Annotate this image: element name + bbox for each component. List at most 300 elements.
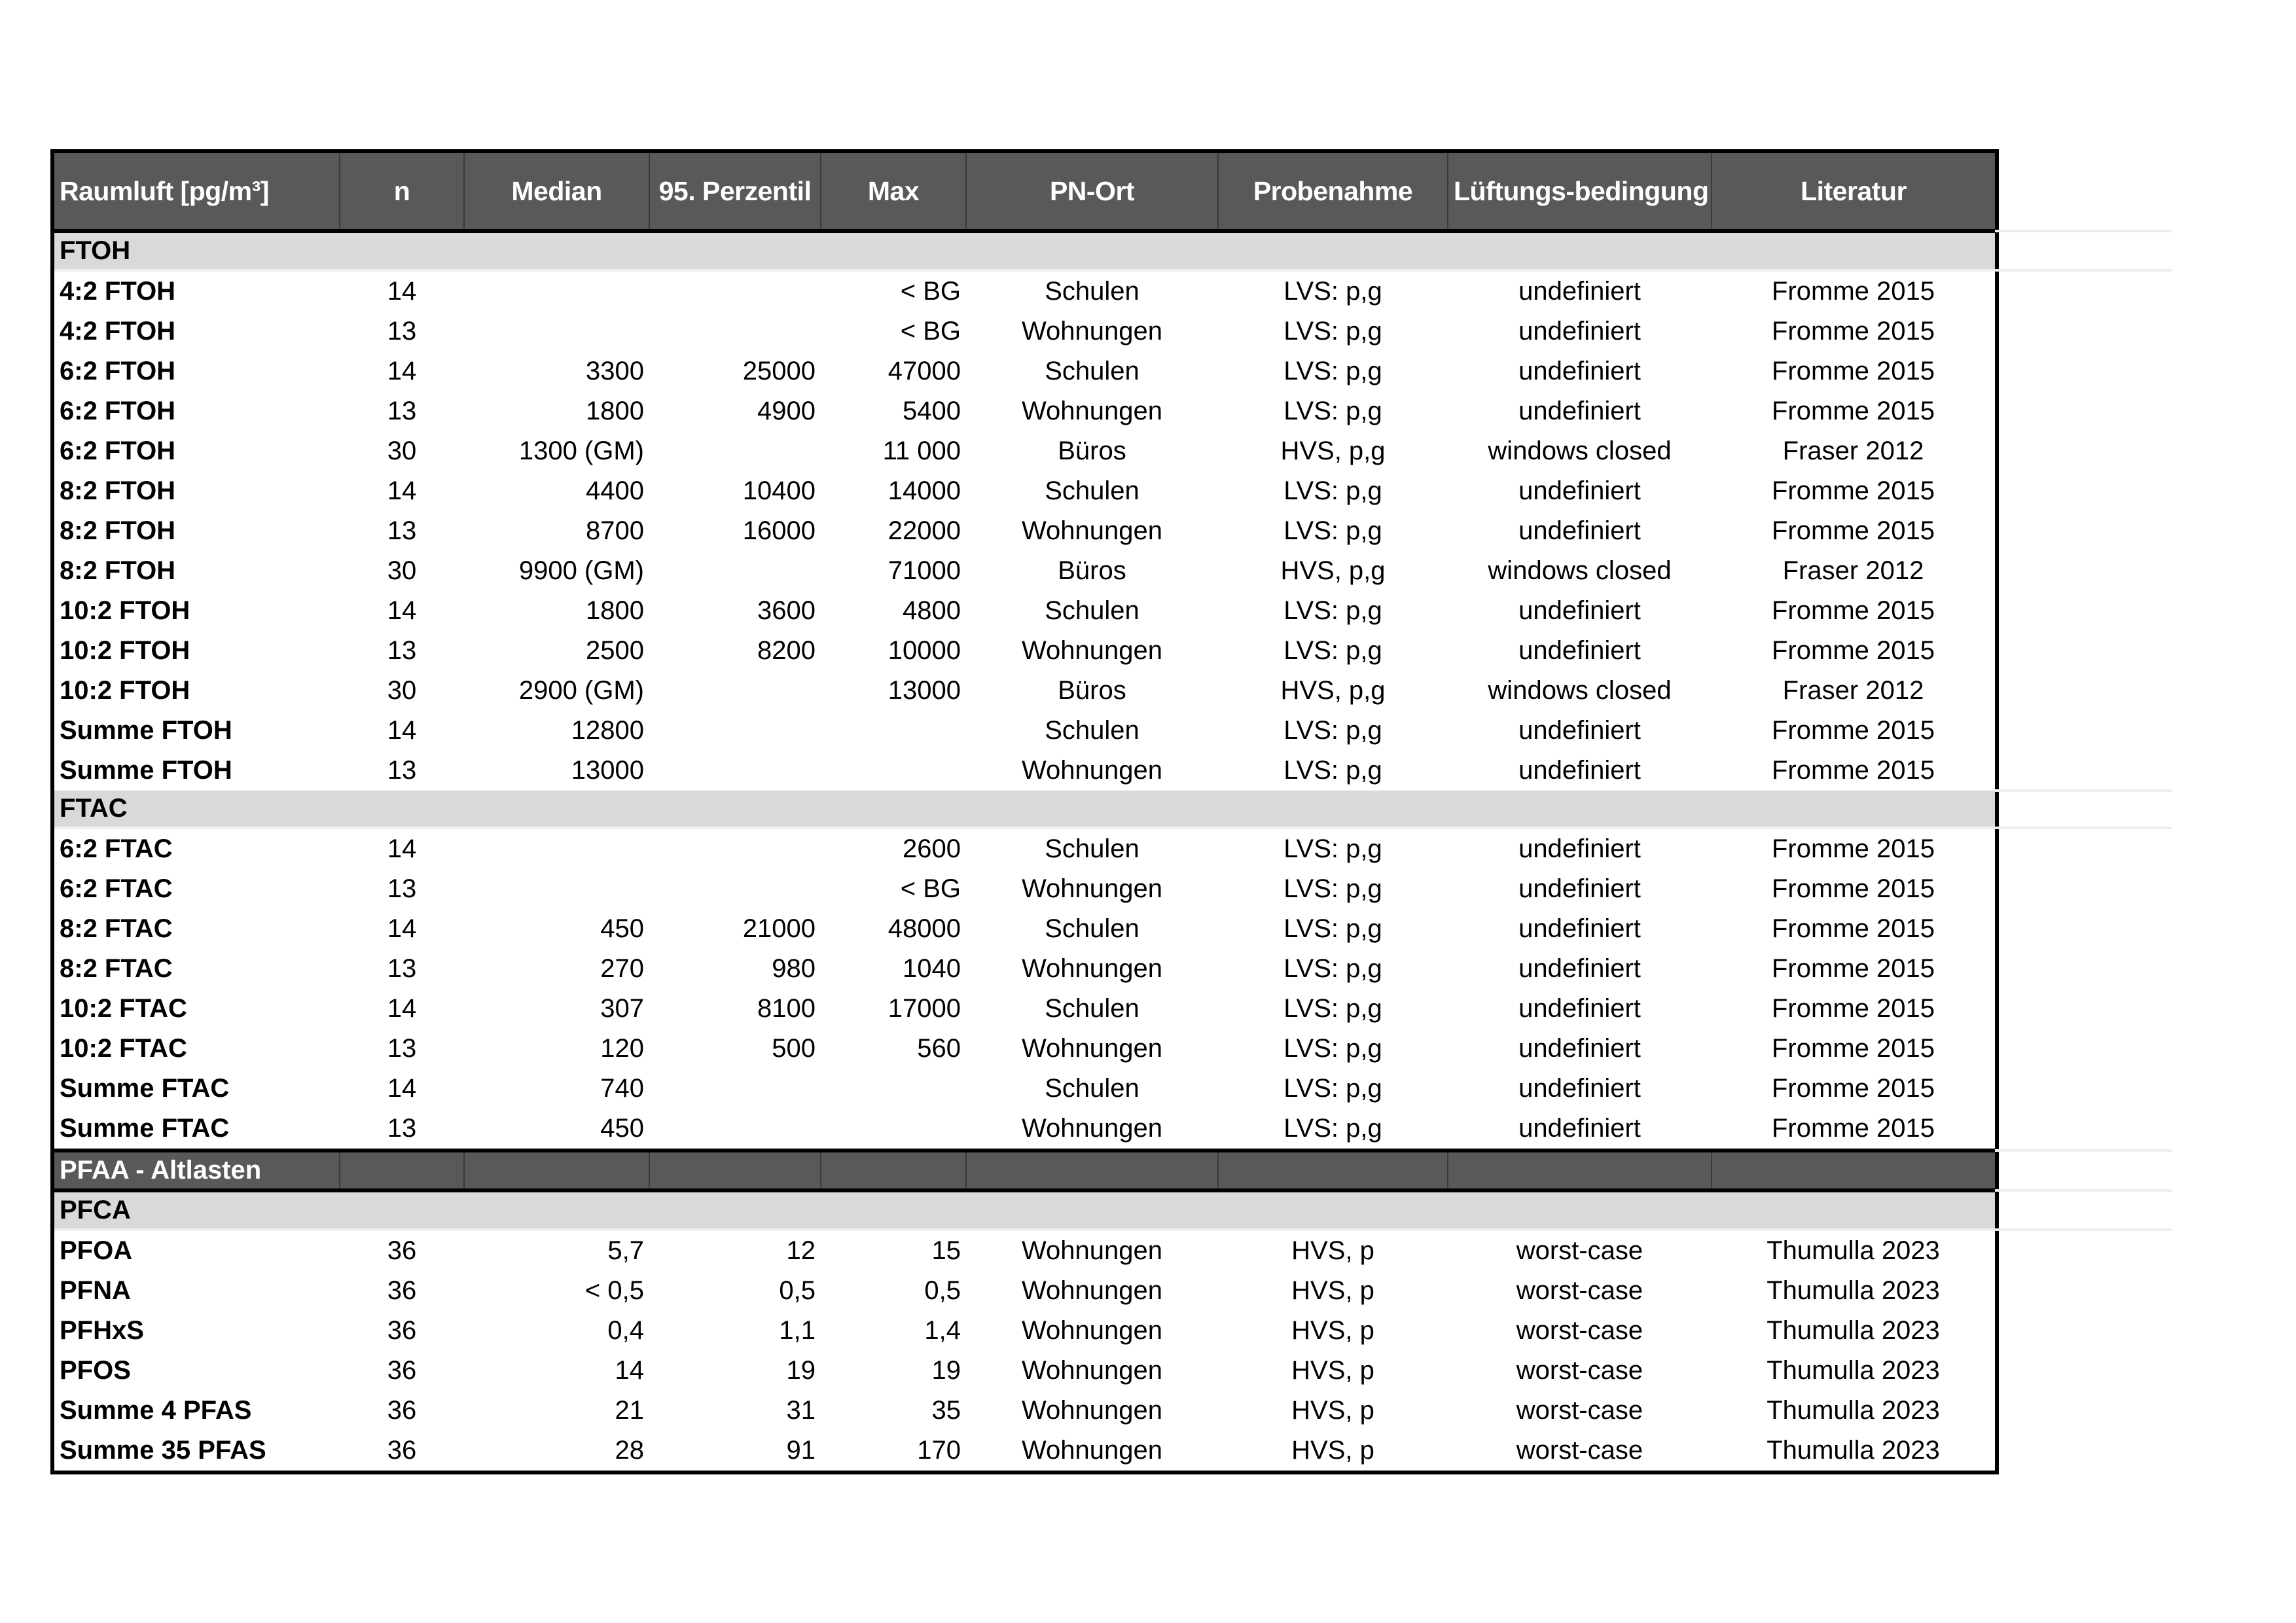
lueftung-cell: undefiniert xyxy=(1518,994,1641,1023)
substance-cell: Summe 35 PFAS xyxy=(60,1436,266,1465)
lueftung-cell: undefiniert xyxy=(1518,716,1641,745)
median-cell xyxy=(464,828,649,869)
literatur-cell: Fromme 2015 xyxy=(1772,397,1935,425)
literatur-cell: Fromme 2015 xyxy=(1772,596,1935,625)
max-cell: 47000 xyxy=(888,357,961,385)
literatur-cell: Thumulla 2023 xyxy=(1767,1356,1940,1385)
pn-ort-cell: Schulen xyxy=(1045,476,1139,505)
max-cell xyxy=(821,711,966,751)
pn-ort-cell: Wohnungen xyxy=(1022,317,1162,346)
pn-ort-cell: Wohnungen xyxy=(1022,874,1162,903)
p95-cell xyxy=(649,551,821,591)
n-cell: 36 xyxy=(387,1316,417,1345)
p95-cell xyxy=(649,671,821,711)
column-header-n: n xyxy=(340,151,464,231)
column-header-max: Max xyxy=(821,151,966,231)
lueftung-cell: undefiniert xyxy=(1518,954,1641,983)
literatur-cell: Thumulla 2023 xyxy=(1767,1276,1940,1305)
table-row xyxy=(52,1391,1997,1431)
p95-cell xyxy=(649,312,821,351)
literatur-cell: Thumulla 2023 xyxy=(1767,1316,1940,1345)
literatur-cell: Fromme 2015 xyxy=(1772,1114,1935,1143)
section-empty-cell xyxy=(464,1150,649,1190)
substance-cell: Summe FTAC xyxy=(60,1114,230,1143)
literatur-cell: Fromme 2015 xyxy=(1772,1074,1935,1103)
gridline-extension xyxy=(1995,827,2172,829)
probenahme-cell: HVS, p xyxy=(1291,1236,1374,1265)
median-cell: 1800 xyxy=(586,397,644,425)
p95-cell: 91 xyxy=(786,1436,816,1465)
lueftung-cell: windows closed xyxy=(1488,437,1672,465)
n-cell: 14 xyxy=(387,994,417,1023)
section-empty-cell xyxy=(340,1150,464,1190)
max-cell: 2600 xyxy=(903,834,961,863)
median-cell: 28 xyxy=(615,1436,644,1465)
max-cell xyxy=(821,1069,966,1109)
probenahme-cell: HVS, p,g xyxy=(1280,676,1386,705)
max-cell: 1040 xyxy=(903,954,961,983)
max-cell: 170 xyxy=(917,1436,961,1465)
median-cell xyxy=(464,869,649,909)
median-cell: 9900 (GM) xyxy=(518,556,644,585)
literatur-cell: Fromme 2015 xyxy=(1772,874,1935,903)
substance-cell: 10:2 FTOH xyxy=(60,676,190,705)
lueftung-cell: undefiniert xyxy=(1518,834,1641,863)
table-row xyxy=(52,711,1997,751)
lueftung-cell: worst-case xyxy=(1516,1316,1643,1345)
gridline-extension xyxy=(1995,1189,2172,1192)
probenahme-cell: LVS: p,g xyxy=(1283,994,1382,1023)
max-cell: 0,5 xyxy=(924,1276,961,1305)
p95-cell: 25000 xyxy=(742,357,816,385)
lueftung-cell: undefiniert xyxy=(1518,596,1641,625)
literatur-cell: Fromme 2015 xyxy=(1772,756,1935,785)
p95-cell: 1,1 xyxy=(779,1316,816,1345)
median-cell: 13000 xyxy=(571,756,644,785)
lueftung-cell: worst-case xyxy=(1516,1236,1643,1265)
gridline-extension xyxy=(1995,1228,2172,1231)
section-empty-cell xyxy=(1712,1150,1997,1190)
gridline-extension xyxy=(1995,1149,2172,1152)
lueftung-cell: worst-case xyxy=(1516,1396,1643,1425)
pn-ort-cell: Wohnungen xyxy=(1022,397,1162,425)
pn-ort-cell: Wohnungen xyxy=(1022,636,1162,665)
substance-cell: 10:2 FTAC xyxy=(60,994,187,1023)
lueftung-cell: undefiniert xyxy=(1518,874,1641,903)
table-row xyxy=(52,551,1997,591)
median-cell xyxy=(464,312,649,351)
p95-cell: 21000 xyxy=(742,914,816,943)
median-cell: 120 xyxy=(600,1034,644,1063)
literatur-cell: Fromme 2015 xyxy=(1772,636,1935,665)
data-table-container xyxy=(50,149,1995,1474)
n-cell: 14 xyxy=(387,834,417,863)
max-cell xyxy=(821,751,966,791)
substance-cell: Summe FTAC xyxy=(60,1074,230,1103)
lueftung-cell: undefiniert xyxy=(1518,277,1641,306)
n-cell: 13 xyxy=(387,317,417,346)
substance-cell: PFHxS xyxy=(60,1316,144,1345)
n-cell: 30 xyxy=(387,676,417,705)
median-cell: 3300 xyxy=(586,357,644,385)
n-cell: 14 xyxy=(387,914,417,943)
probenahme-cell: LVS: p,g xyxy=(1283,317,1382,346)
section-header-row xyxy=(52,231,1997,270)
section-empty-cell xyxy=(1218,1150,1448,1190)
probenahme-cell: HVS, p xyxy=(1291,1316,1374,1345)
probenahme-cell: HVS, p xyxy=(1291,1396,1374,1425)
p95-cell: 0,5 xyxy=(779,1276,816,1305)
pn-ort-cell: Büros xyxy=(1058,556,1126,585)
column-header-median: Median xyxy=(464,151,649,231)
section-empty-cell xyxy=(966,1150,1218,1190)
n-cell: 13 xyxy=(387,756,417,785)
median-cell: 2500 xyxy=(586,636,644,665)
table-row xyxy=(52,270,1997,312)
probenahme-cell: HVS, p xyxy=(1291,1436,1374,1465)
literatur-cell: Thumulla 2023 xyxy=(1767,1436,1940,1465)
table-row xyxy=(52,1109,1997,1150)
literatur-cell: Fromme 2015 xyxy=(1772,1034,1935,1063)
median-cell: 21 xyxy=(615,1396,644,1425)
n-cell: 13 xyxy=(387,516,417,545)
probenahme-cell: LVS: p,g xyxy=(1283,914,1382,943)
substance-cell: 10:2 FTOH xyxy=(60,596,190,625)
literatur-cell: Fromme 2015 xyxy=(1772,914,1935,943)
lueftung-cell: undefiniert xyxy=(1518,397,1641,425)
median-cell: 1300 (GM) xyxy=(518,437,644,465)
max-cell: < BG xyxy=(900,874,961,903)
n-cell: 14 xyxy=(387,596,417,625)
p95-cell: 19 xyxy=(786,1356,816,1385)
median-cell: 8700 xyxy=(586,516,644,545)
literatur-cell: Fromme 2015 xyxy=(1772,277,1935,306)
max-cell: 11 000 xyxy=(882,437,961,465)
literatur-cell: Fromme 2015 xyxy=(1772,834,1935,863)
substance-cell: 8:2 FTAC xyxy=(60,914,173,943)
lueftung-cell: undefiniert xyxy=(1518,476,1641,505)
max-cell: 10000 xyxy=(888,636,961,665)
gridline-extension xyxy=(1995,230,2172,232)
lueftung-cell: worst-case xyxy=(1516,1436,1643,1465)
n-cell: 13 xyxy=(387,874,417,903)
pn-ort-cell: Schulen xyxy=(1045,914,1139,943)
median-cell: 450 xyxy=(600,1114,644,1143)
column-header-p95: 95. Perzentil xyxy=(649,151,821,231)
section-header-row xyxy=(52,1150,1997,1190)
probenahme-cell: HVS, p xyxy=(1291,1276,1374,1305)
pn-ort-cell: Wohnungen xyxy=(1022,954,1162,983)
substance-cell: 10:2 FTAC xyxy=(60,1034,187,1063)
probenahme-cell: LVS: p,g xyxy=(1283,277,1382,306)
probenahme-cell: LVS: p,g xyxy=(1283,1114,1382,1143)
literatur-cell: Fromme 2015 xyxy=(1772,716,1935,745)
table-body xyxy=(52,231,1997,1472)
literatur-cell: Fromme 2015 xyxy=(1772,317,1935,346)
pn-ort-cell: Wohnungen xyxy=(1022,1236,1162,1265)
column-header-probenahme: Probenahme xyxy=(1218,151,1448,231)
pn-ort-cell: Wohnungen xyxy=(1022,1356,1162,1385)
pn-ort-cell: Schulen xyxy=(1045,1074,1139,1103)
substance-cell: 6:2 FTAC xyxy=(60,834,173,863)
lueftung-cell: undefiniert xyxy=(1518,357,1641,385)
n-cell: 36 xyxy=(387,1236,417,1265)
max-cell: 1,4 xyxy=(924,1316,961,1345)
pn-ort-cell: Wohnungen xyxy=(1022,1276,1162,1305)
pn-ort-cell: Wohnungen xyxy=(1022,1316,1162,1345)
probenahme-cell: LVS: p,g xyxy=(1283,397,1382,425)
n-cell: 13 xyxy=(387,636,417,665)
section-header-row xyxy=(52,1190,1997,1230)
substance-cell: 4:2 FTOH xyxy=(60,317,176,346)
column-header-lueftung: Lüftungs-bedingung xyxy=(1448,151,1712,231)
literatur-cell: Fromme 2015 xyxy=(1772,954,1935,983)
table-row xyxy=(52,751,1997,791)
table-row xyxy=(52,1029,1997,1069)
p95-cell: 4900 xyxy=(757,397,816,425)
section-empty-cell xyxy=(649,1150,821,1190)
table-row xyxy=(52,431,1997,471)
median-cell: < 0,5 xyxy=(584,1276,644,1305)
p95-cell: 980 xyxy=(772,954,816,983)
max-cell: 13000 xyxy=(888,676,961,705)
substance-cell: 6:2 FTOH xyxy=(60,437,176,465)
section-label: FTOH xyxy=(52,231,1997,270)
probenahme-cell: LVS: p,g xyxy=(1283,1034,1382,1063)
literatur-cell: Fraser 2012 xyxy=(1782,676,1924,705)
max-cell: < BG xyxy=(900,317,961,346)
median-cell: 4400 xyxy=(586,476,644,505)
pn-ort-cell: Wohnungen xyxy=(1022,756,1162,785)
n-cell: 30 xyxy=(387,437,417,465)
substance-cell: 8:2 FTOH xyxy=(60,476,176,505)
table-row xyxy=(52,989,1997,1029)
lueftung-cell: undefiniert xyxy=(1518,636,1641,665)
lueftung-cell: undefiniert xyxy=(1518,317,1641,346)
lueftung-cell: worst-case xyxy=(1516,1356,1643,1385)
n-cell: 13 xyxy=(387,397,417,425)
p95-cell: 12 xyxy=(786,1236,816,1265)
max-cell: 17000 xyxy=(888,994,961,1023)
p95-cell: 10400 xyxy=(742,476,816,505)
max-cell: 4800 xyxy=(903,596,961,625)
probenahme-cell: LVS: p,g xyxy=(1283,357,1382,385)
max-cell: < BG xyxy=(900,277,961,306)
table-row xyxy=(52,391,1997,431)
substance-cell: 8:2 FTOH xyxy=(60,556,176,585)
probenahme-cell: LVS: p,g xyxy=(1283,1074,1382,1103)
p95-cell xyxy=(649,270,821,312)
pn-ort-cell: Büros xyxy=(1058,676,1126,705)
pn-ort-cell: Schulen xyxy=(1045,277,1139,306)
literatur-cell: Fraser 2012 xyxy=(1782,556,1924,585)
median-cell: 0,4 xyxy=(607,1316,644,1345)
probenahme-cell: LVS: p,g xyxy=(1283,636,1382,665)
column-header-substance: Raumluft [pg/m³] xyxy=(52,151,340,231)
p95-cell: 8200 xyxy=(757,636,816,665)
lueftung-cell: undefiniert xyxy=(1518,1114,1641,1143)
max-cell: 14000 xyxy=(888,476,961,505)
substance-cell: 10:2 FTOH xyxy=(60,636,190,665)
literatur-cell: Fromme 2015 xyxy=(1772,357,1935,385)
section-empty-cell xyxy=(821,1150,966,1190)
section-label: PFAA - Altlasten xyxy=(52,1150,340,1190)
lueftung-cell: windows closed xyxy=(1488,556,1672,585)
probenahme-cell: LVS: p,g xyxy=(1283,716,1382,745)
probenahme-cell: LVS: p,g xyxy=(1283,516,1382,545)
n-cell: 36 xyxy=(387,1436,417,1465)
literatur-cell: Thumulla 2023 xyxy=(1767,1396,1940,1425)
pn-ort-cell: Wohnungen xyxy=(1022,1396,1162,1425)
median-cell xyxy=(464,270,649,312)
p95-cell xyxy=(649,1069,821,1109)
header-row xyxy=(52,151,1997,231)
pn-ort-cell: Wohnungen xyxy=(1022,1436,1162,1465)
p95-cell xyxy=(649,431,821,471)
table-row xyxy=(52,631,1997,671)
substance-cell: Summe 4 PFAS xyxy=(60,1396,252,1425)
median-cell: 450 xyxy=(600,914,644,943)
table-row xyxy=(52,1271,1997,1311)
section-header-row xyxy=(52,791,1997,828)
max-cell: 5400 xyxy=(903,397,961,425)
table-row xyxy=(52,1311,1997,1351)
p95-cell xyxy=(649,828,821,869)
p95-cell: 16000 xyxy=(742,516,816,545)
substance-cell: PFOA xyxy=(60,1236,133,1265)
table-row xyxy=(52,591,1997,631)
table-row xyxy=(52,671,1997,711)
literatur-cell: Fromme 2015 xyxy=(1772,516,1935,545)
p95-cell xyxy=(649,711,821,751)
max-cell: 22000 xyxy=(888,516,961,545)
substance-cell: 8:2 FTAC xyxy=(60,954,173,983)
n-cell: 13 xyxy=(387,1034,417,1063)
max-cell: 48000 xyxy=(888,914,961,943)
literatur-cell: Fraser 2012 xyxy=(1782,437,1924,465)
raumluft-table xyxy=(50,149,1999,1474)
pn-ort-cell: Schulen xyxy=(1045,716,1139,745)
table-row xyxy=(52,1431,1997,1472)
n-cell: 30 xyxy=(387,556,417,585)
pn-ort-cell: Wohnungen xyxy=(1022,516,1162,545)
table-row xyxy=(52,351,1997,391)
n-cell: 13 xyxy=(387,1114,417,1143)
median-cell: 2900 (GM) xyxy=(518,676,644,705)
gridline-extension xyxy=(1995,789,2172,792)
n-cell: 36 xyxy=(387,1396,417,1425)
max-cell: 15 xyxy=(931,1236,961,1265)
median-cell: 14 xyxy=(615,1356,644,1385)
lueftung-cell: undefiniert xyxy=(1518,1034,1641,1063)
median-cell: 270 xyxy=(600,954,644,983)
n-cell: 14 xyxy=(387,476,417,505)
literatur-cell: Fromme 2015 xyxy=(1772,476,1935,505)
median-cell: 740 xyxy=(600,1074,644,1103)
n-cell: 36 xyxy=(387,1276,417,1305)
table-row xyxy=(52,1230,1997,1271)
substance-cell: PFOS xyxy=(60,1356,131,1385)
literatur-cell: Thumulla 2023 xyxy=(1767,1236,1940,1265)
median-cell: 1800 xyxy=(586,596,644,625)
pn-ort-cell: Büros xyxy=(1058,437,1126,465)
probenahme-cell: LVS: p,g xyxy=(1283,954,1382,983)
max-cell: 19 xyxy=(931,1356,961,1385)
lueftung-cell: undefiniert xyxy=(1518,1074,1641,1103)
table-row xyxy=(52,1069,1997,1109)
substance-cell: 8:2 FTOH xyxy=(60,516,176,545)
lueftung-cell: windows closed xyxy=(1488,676,1672,705)
n-cell: 14 xyxy=(387,716,417,745)
max-cell: 560 xyxy=(917,1034,961,1063)
p95-cell xyxy=(649,1109,821,1150)
substance-cell: 6:2 FTOH xyxy=(60,397,176,425)
p95-cell: 8100 xyxy=(757,994,816,1023)
lueftung-cell: undefiniert xyxy=(1518,914,1641,943)
n-cell: 14 xyxy=(387,277,417,306)
table-row xyxy=(52,869,1997,909)
p95-cell: 500 xyxy=(772,1034,816,1063)
max-cell: 71000 xyxy=(888,556,961,585)
pn-ort-cell: Schulen xyxy=(1045,994,1139,1023)
probenahme-cell: LVS: p,g xyxy=(1283,756,1382,785)
n-cell: 14 xyxy=(387,1074,417,1103)
substance-cell: 6:2 FTOH xyxy=(60,357,176,385)
n-cell: 13 xyxy=(387,954,417,983)
probenahme-cell: HVS, p xyxy=(1291,1356,1374,1385)
probenahme-cell: HVS, p,g xyxy=(1280,556,1386,585)
probenahme-cell: LVS: p,g xyxy=(1283,476,1382,505)
probenahme-cell: LVS: p,g xyxy=(1283,596,1382,625)
pn-ort-cell: Schulen xyxy=(1045,834,1139,863)
table-row xyxy=(52,1351,1997,1391)
table-row xyxy=(52,511,1997,551)
section-label: FTAC xyxy=(52,791,1997,828)
section-empty-cell xyxy=(1448,1150,1712,1190)
probenahme-cell: LVS: p,g xyxy=(1283,834,1382,863)
column-header-pn-ort: PN-Ort xyxy=(966,151,1218,231)
probenahme-cell: LVS: p,g xyxy=(1283,874,1382,903)
table-row xyxy=(52,828,1997,869)
pn-ort-cell: Wohnungen xyxy=(1022,1034,1162,1063)
table-row xyxy=(52,949,1997,989)
column-header-literatur: Literatur xyxy=(1712,151,1997,231)
pn-ort-cell: Schulen xyxy=(1045,357,1139,385)
substance-cell: 6:2 FTAC xyxy=(60,874,173,903)
table-row xyxy=(52,471,1997,511)
substance-cell: PFNA xyxy=(60,1276,131,1305)
section-label: PFCA xyxy=(52,1190,1997,1230)
literatur-cell: Fromme 2015 xyxy=(1772,994,1935,1023)
substance-cell: Summe FTOH xyxy=(60,756,232,785)
substance-cell: Summe FTOH xyxy=(60,716,232,745)
pn-ort-cell: Wohnungen xyxy=(1022,1114,1162,1143)
max-cell: 35 xyxy=(931,1396,961,1425)
p95-cell xyxy=(649,869,821,909)
median-cell: 5,7 xyxy=(607,1236,644,1265)
p95-cell: 31 xyxy=(786,1396,816,1425)
median-cell: 12800 xyxy=(571,716,644,745)
p95-cell xyxy=(649,751,821,791)
median-cell: 307 xyxy=(600,994,644,1023)
n-cell: 36 xyxy=(387,1356,417,1385)
pn-ort-cell: Schulen xyxy=(1045,596,1139,625)
p95-cell: 3600 xyxy=(757,596,816,625)
n-cell: 14 xyxy=(387,357,417,385)
lueftung-cell: undefiniert xyxy=(1518,516,1641,545)
table-row xyxy=(52,312,1997,351)
table-row xyxy=(52,909,1997,949)
